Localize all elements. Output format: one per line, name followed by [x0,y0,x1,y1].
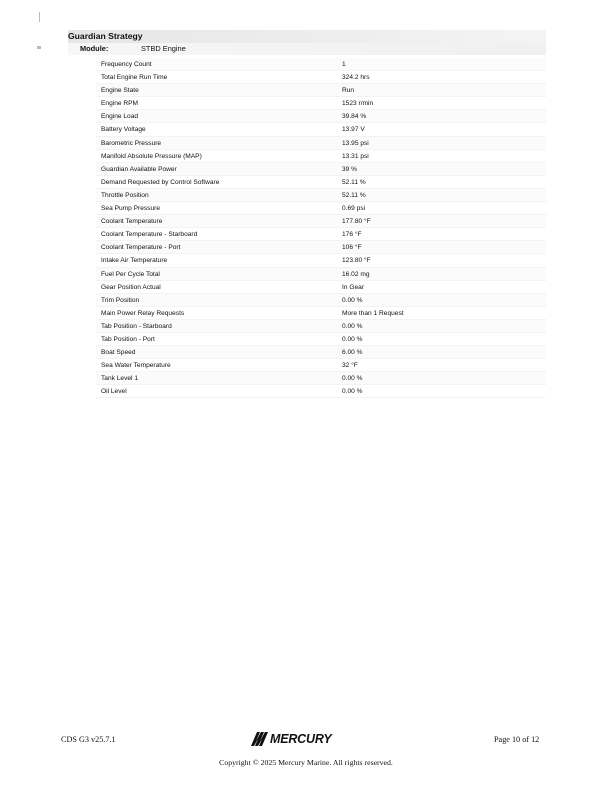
parameter-name: Frequency Count [101,61,152,68]
parameter-value: 0.00 % [342,375,363,383]
parameter-value: 106 °F [342,244,362,252]
parameter-value: 16.02 mg [342,270,370,278]
parameter-name: Gear Position Actual [101,283,161,291]
mercury-logo [248,729,332,749]
table-row [96,254,546,267]
table-row [96,281,546,294]
parameter-name: Intake Air Temperature [101,257,168,265]
table-row [96,137,546,150]
table-row [96,150,546,163]
table-row [96,346,546,359]
table-row [96,228,546,241]
table-row [96,241,546,254]
parameter-value: 6.00 % [342,349,363,357]
table-row [96,307,546,320]
parameter-value: 176 °F [342,231,362,239]
parameter-value: 324.2 hrs [342,74,370,82]
parameter-value: 0.00 % [342,388,363,396]
parameter-name: Sea Pump Pressure [101,205,161,213]
table-row [96,163,546,176]
parameter-name: Coolant Temperature - Starboard [101,231,198,239]
parameter-value: 32 °F [342,362,358,370]
table-row [96,84,546,97]
section-title: Guardian Strategy [68,30,546,43]
parameter-value: 39.84 % [342,113,367,121]
parameter-value: Run [342,87,355,95]
parameter-name: Battery Voltage [101,126,146,134]
table-row [96,268,546,281]
table-row [96,320,546,333]
table-row [96,71,546,84]
parameter-name: Main Power Relay Requests [101,309,185,317]
module-label: Module: [80,44,109,53]
module-value: STBD Engine [141,44,186,53]
parameter-name: Demand Requested by Control Software [101,178,220,186]
page-number: Page 10 of 12 [494,735,540,744]
scan-artifact [37,46,41,49]
parameter-value: 13.97 V [342,126,365,134]
table-row [96,123,546,136]
table-row [96,359,546,372]
mercury-emblem-icon [248,729,270,749]
table-row [96,110,546,123]
table-row [96,333,546,346]
table-row [96,189,546,202]
brand-name: MERCURY [270,732,332,746]
parameter-value: In Gear [342,283,364,291]
parameter-name: Coolant Temperature - Port [101,244,181,252]
parameter-value: 52.11 % [342,191,366,199]
table-row [96,215,546,228]
parameter-value: 0.00 % [342,335,363,343]
parameter-value: 0.69 psi [342,205,366,213]
parameter-name: Coolant Temperature [101,218,163,226]
table-row [96,294,546,307]
parameter-value: 123.80 °F [342,257,371,265]
parameter-value: 13.31 psi [342,152,369,160]
parameter-name: Throttle Position [101,191,149,199]
parameter-name: Barometric Pressure [101,139,162,147]
parameter-value: 177.80 °F [342,218,371,226]
parameter-value: 1523 r/min [342,100,374,108]
parameter-name: Fuel Per Cycle Total [101,270,160,278]
parameter-name: Tab Position - Port [101,335,155,343]
parameter-value: More than 1 Request [342,309,404,317]
table-row [96,202,546,215]
parameter-name: Guardian Available Power [101,165,177,173]
parameter-name: Oil Level [101,388,127,396]
parameter-table [96,58,546,398]
parameter-name: Total Engine Run Time [101,74,168,82]
scan-artifact [39,12,40,22]
table-row [96,97,546,110]
parameter-name: Engine RPM [101,100,139,108]
table-row [96,176,546,189]
module-row [68,43,546,55]
parameter-value: 0.00 % [342,296,363,304]
parameter-name: Engine State [101,87,139,95]
parameter-value: 39 % [342,165,358,173]
copyright: Copyright © 2025 Mercury Marine. All rights reserved. [219,758,393,767]
parameter-name: Tank Level 1 [101,375,139,383]
parameter-name: Tab Position - Starboard [101,322,172,330]
parameter-value: 13.95 psi [342,139,369,147]
table-row [96,385,546,398]
parameter-name: Engine Load [101,113,139,121]
parameter-name: Boat Speed [101,349,136,357]
parameter-name: Sea Water Temperature [101,362,171,370]
table-row [96,372,546,385]
parameter-value: 1 [342,61,346,68]
parameter-name: Manifold Absolute Pressure (MAP) [101,152,202,160]
parameter-value: 0.00 % [342,322,363,330]
table-row [96,58,546,71]
software-version: CDS G3 v25.7.1 [61,735,116,744]
parameter-name: Trim Position [101,296,140,304]
parameter-value: 52.11 % [342,178,366,186]
